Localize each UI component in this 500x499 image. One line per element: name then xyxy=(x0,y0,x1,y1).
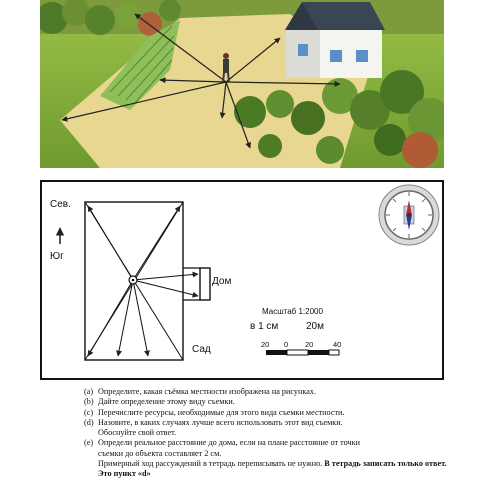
question-list xyxy=(84,387,454,480)
survey-plan xyxy=(40,180,444,380)
scale-in-label: в 1 см xyxy=(250,321,279,332)
scale-tick-2: 20 xyxy=(305,340,314,349)
question-text: Определите, какая съёмка местности изображена на рисунках. xyxy=(98,387,317,396)
note-plain: Примерный ход рассуждений в тетрадь переписывать не нужно. xyxy=(98,459,325,469)
scale-value: 20м xyxy=(306,321,324,332)
house-label: Дом xyxy=(212,276,232,287)
instruction-note xyxy=(98,459,454,480)
south-label: Юг xyxy=(50,251,64,262)
question-b: (b) Дайте определение этому виду съемки. xyxy=(84,397,235,407)
question-text: Назовите, в каких случаях лучше всего использовать этот вид съемки. xyxy=(98,417,343,427)
question-d: (d) Назовите, в каких случаях лучше всего использовать этот вид съемки. Обоснуйте свой ответ. xyxy=(84,418,454,439)
scale-title: Масштаб 1:2000 xyxy=(262,307,323,316)
house xyxy=(285,2,385,78)
scale-tick-0: 20 xyxy=(261,340,270,349)
compass-icon xyxy=(379,185,439,245)
scale-bar xyxy=(266,350,339,355)
question-text-continued: Обоснуйте свой ответ. xyxy=(98,428,177,438)
north-label: Сев. xyxy=(50,199,71,210)
question-c: (c) Перечислите ресурсы, необходимые для этого вида съемки местности. xyxy=(84,407,345,417)
question-text-continued: съемки до объекта составляет 2 см. xyxy=(98,448,222,458)
question-e: (e) Определи реальное расстояние до дома, если на плане расстояние от точки съемки до объекта составляет 2 см. Примерный ход рассуждений в тетрадь переписывать не нужно. В тетрадь записать только ответ. Это пункт «d» xyxy=(84,438,454,479)
note-bold: В тетрадь записать только ответ. Это пункт «d» xyxy=(98,459,447,479)
question-text: Перечислите ресурсы, необходимые для этого вида съемки местности. xyxy=(98,407,345,417)
scale-tick-3: 40 xyxy=(333,340,342,349)
scale-tick-1: 0 xyxy=(284,340,289,349)
question-text: Определи реальное расстояние до дома, если на плане расстояние от точки xyxy=(98,438,360,448)
garden-label: Сад xyxy=(192,344,211,355)
question-a: (a) Определите, какая съёмка местности изображена на рисунках. xyxy=(84,387,317,396)
question-text: Дайте определение этому виду съемки. xyxy=(98,397,235,407)
landscape-illustration xyxy=(40,0,444,168)
